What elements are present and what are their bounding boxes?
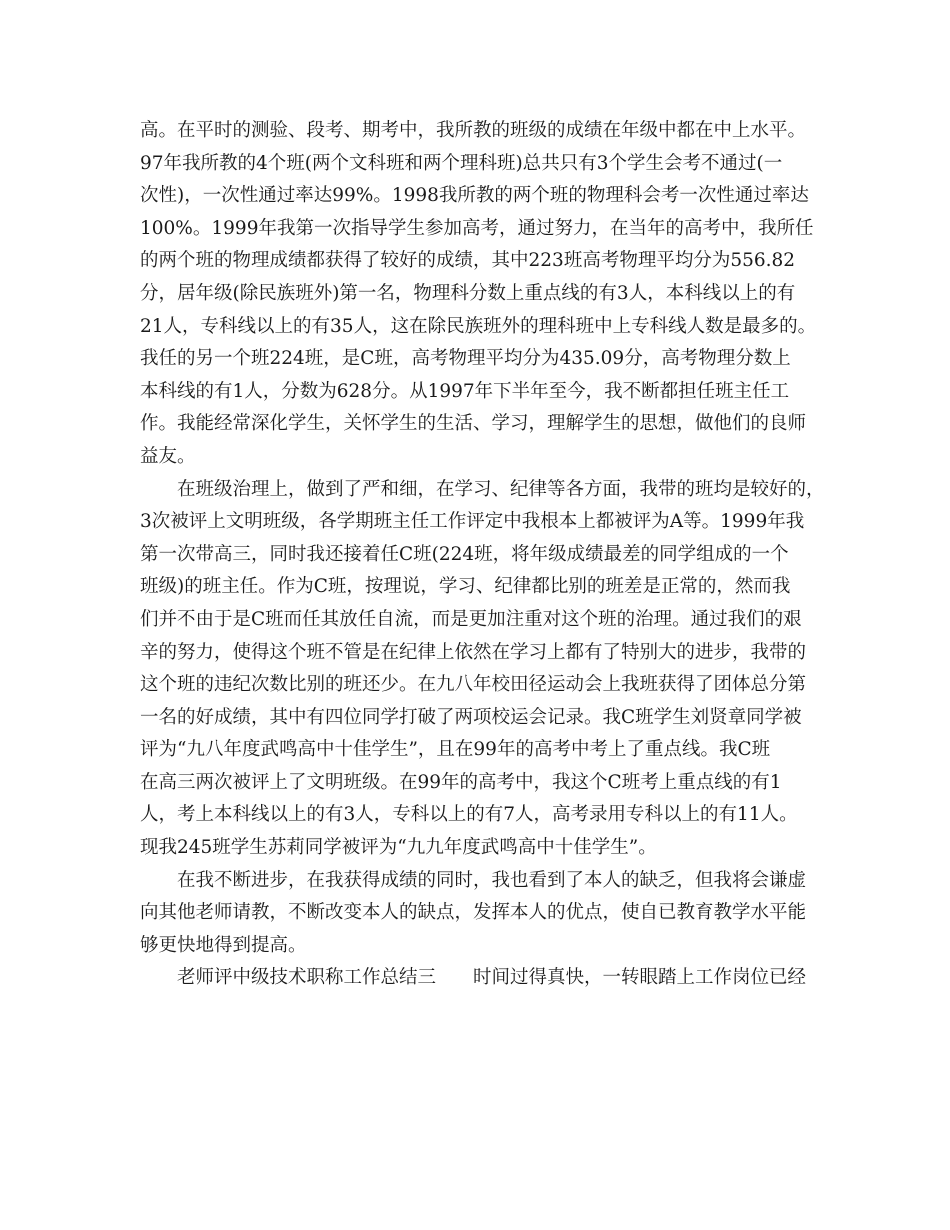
text-line: 一名的好成绩，其中有四位同学打破了两项校运会记录。我C班学生刘贤章同学被: [140, 706, 802, 728]
text-line: 们并不由于是C班而任其放任自流，而是更加注重对这个班的治理。通过我们的艰: [140, 608, 802, 630]
text-line: 本科线的有1人，分数为628分。从1997年下半年至今，我不断都担任班主任工: [140, 380, 790, 402]
text-line: 我任的另一个班224班，是C班，高考物理平均分为435.09分，高考物理分数上: [140, 348, 791, 370]
text-line: 分，居年级(除民族班外)第一名，物理科分数上重点线的有3人，本科线以上的有: [140, 282, 796, 304]
text-line: 的两个班的物理成绩都获得了较好的成绩，其中223班高考物理平均分为556.82: [140, 250, 796, 272]
text-line: 在高三两次被评上了文明班级。在99年的高考中，我这个C班考上重点线的有1: [140, 771, 782, 793]
text-line: 现我245班学生苏莉同学被评为“九九年度武鸣高中十佳学生”。: [140, 837, 657, 859]
paragraph-first-line: 在我不断进步，在我获得成绩的同时，我也看到了本人的缺乏，但我将会谦虚: [177, 869, 807, 891]
text-line: 高。在平时的测验、段考、期考中，我所教的班级的成绩在年级中都在中上水平。: [140, 120, 807, 141]
text-line: 3次被评上文明班级，各学期班主任工作评定中我根本上都被评为A等。1999年我: [140, 511, 805, 533]
text-line: 次性)，一次性通过率达99%。1998我所教的两个班的物理科会考一次性通过率达: [140, 185, 809, 207]
text-line: 21人，专科线以上的有35人，这在除民族班外的理科班中上专科线人数是最多的。: [140, 315, 817, 337]
body-text: [140, 115, 830, 995]
text-line: 够更快地得到提高。: [140, 934, 307, 956]
text-line: 班级)的班主任。作为C班，按理说，学习、纪律都比别的班差是正常的，然而我: [140, 576, 791, 598]
text-line: 人，考上本科线以上的有3人，专科以上的有7人，高考录用专科以上的有11人。: [140, 804, 798, 826]
paragraph-first-line: 在班级治理上，做到了严和细，在学习、纪律等各方面，我带的班均是较好的，: [177, 478, 825, 500]
text-line: 辛的努力，使得这个班不管是在纪律上依然在学习上都有了特别大的进步，我带的: [140, 641, 807, 663]
paragraph-first-line: 老师评中级技术职称工作总结三 时间过得真快，一转眼踏上工作岗位已经: [177, 967, 807, 989]
text-line: 向其他老师请教，不断改变本人的缺点，发挥本人的优点，使自已教育教学水平能: [140, 902, 807, 924]
text-line: 评为“九八年度武鸣高中十佳学生”，且在99年的高考中考上了重点线。我C班: [140, 739, 771, 761]
text-line: 100%。1999年我第一次指导学生参加高考，通过努力，在当年的高考中，我所任: [140, 217, 814, 239]
text-line: 第一次带高三，同时我还接着任C班(224班，将年级成绩最差的同学组成的一个: [140, 543, 789, 565]
text-line: 这个班的违纪次数比别的班还少。在九八年校田径运动会上我班获得了团体总分第: [140, 674, 807, 696]
text-line: 97年我所教的4个班(两个文科班和两个理科班)总共只有3个学生会考不通过(一: [140, 152, 783, 174]
text-line: 益友。: [140, 445, 196, 467]
text-line: 作。我能经常深化学生，关怀学生的生活、学习，理解学生的思想，做他们的良师: [140, 413, 807, 435]
